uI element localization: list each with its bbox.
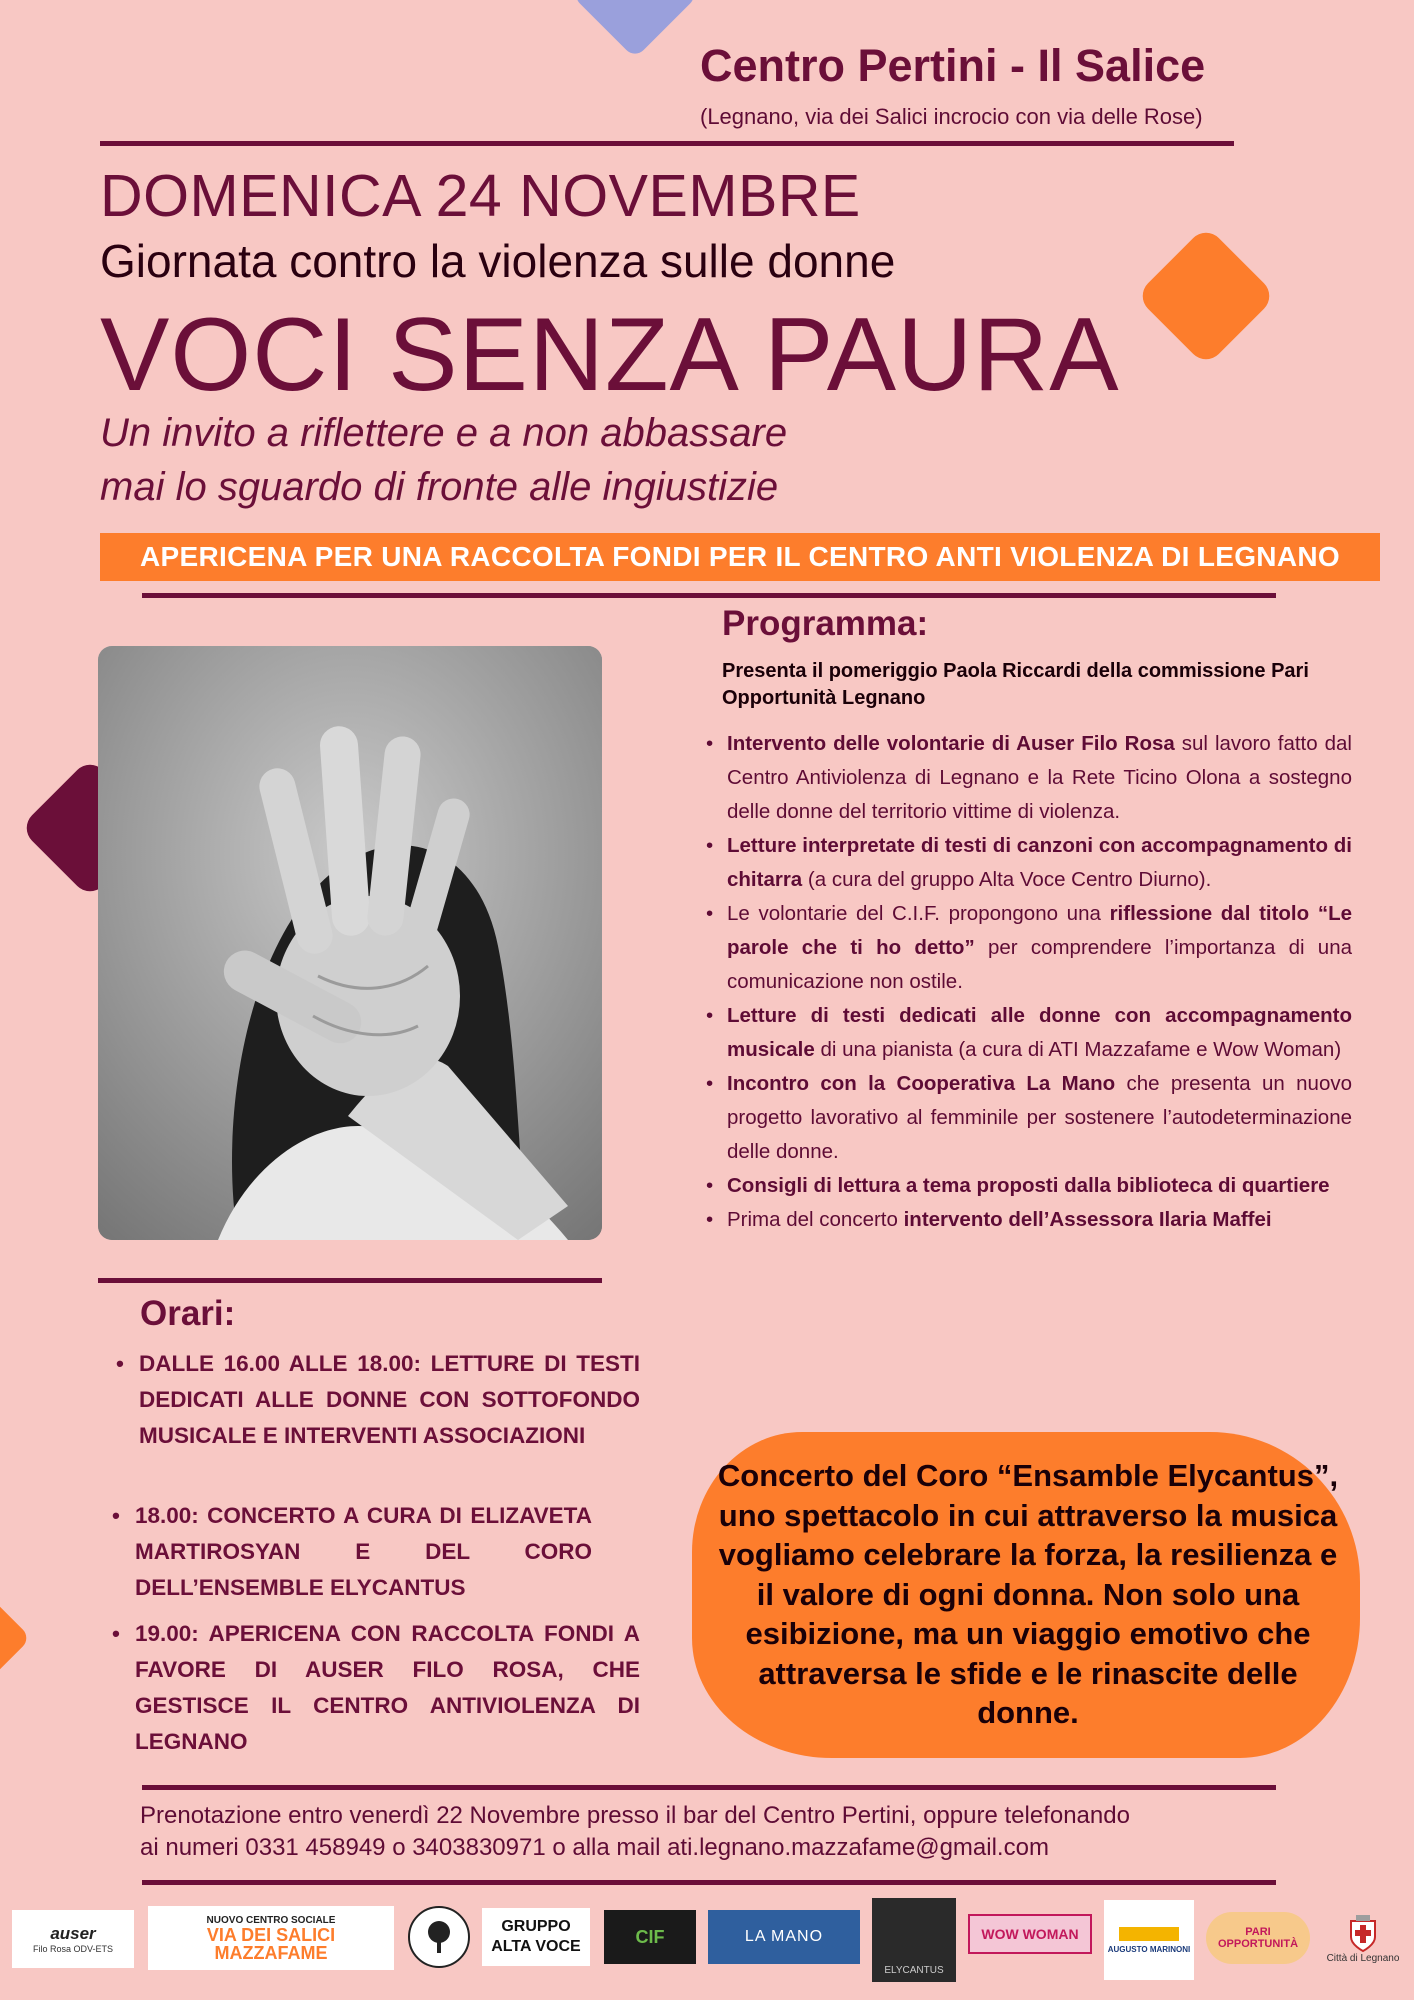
fundraising-banner: APERICENA PER UNA RACCOLTA FONDI PER IL CENTRO ANTI VIOLENZA DI LEGNANO — [100, 533, 1380, 581]
biblioteca-logo-text: AUGUSTO MARINONI — [1107, 1944, 1191, 1954]
tree-logo — [408, 1906, 470, 1968]
stop-hand-photo — [98, 646, 602, 1240]
tree-icon — [419, 1917, 459, 1957]
orari-item: • DALLE 16.00 ALLE 18.00: LETTURE DI TESTI DEDICATI ALLE DONNE CON SOTTOFONDO MUSICALE E INTERVENTI ASSOCIAZIONI — [112, 1346, 640, 1454]
programma-item-highlight: riflessione dal titolo “Le parole che ti ho detto” — [727, 902, 1352, 959]
programma-item-text: di una pianista (a cura di ATI Mazzafame e Wow Woman) — [814, 1038, 1342, 1061]
mazzafame-logo-bottom: MAZZAFAME — [214, 1942, 328, 1963]
orari-list — [112, 1346, 640, 1454]
citta-di-legnano-label: Città di Legnano — [1326, 1952, 1400, 1964]
programma-item-text: sul lavoro fatto dal Centro Antiviolenza di Legnano e la Rete Ticino Olona a sostegno delle donne del territorio vittime di violenza. — [727, 732, 1352, 823]
orari-list — [108, 1498, 592, 1606]
programma-list — [700, 727, 1352, 1237]
legnano-crest-icon — [1347, 1915, 1379, 1953]
alta-voce-logo-line1: GRUPPO — [501, 1918, 571, 1935]
la-mano-logo: LA MANO — [708, 1910, 860, 1964]
mazzafame-logo-top: NUOVO CENTRO SOCIALE — [206, 1914, 336, 1926]
biblioteca-logo-mark — [1119, 1927, 1179, 1941]
mazzafame-logo-mid: VIA DEI SALICI — [206, 1924, 336, 1945]
programma-item-highlight: Intervento delle volontarie di Auser Filo Rosa — [727, 732, 1175, 755]
orari-item: • 19.00: APERICENA CON RACCOLTA FONDI A FAVORE DI AUSER FILO ROSA, CHE GESTISCE IL CENTRO ANTIVIOLENZA DI LEGNANO — [108, 1616, 640, 1760]
wow-woman-logo: WOW WOMAN — [968, 1914, 1092, 1954]
programma-item — [700, 829, 1352, 897]
programma-item-text: per comprendere l’importanza di una comunicazione non ostile. — [727, 936, 1352, 993]
booking-info — [140, 1800, 1320, 1864]
programma-item-text: che presenta un nuovo progetto lavorativo al femminile per sostenere l’autodeterminazione delle donne. — [727, 1072, 1352, 1163]
programma-item — [700, 897, 1352, 999]
programma-item-highlight: intervento dell’Assessora Ilaria Maffei — [903, 1208, 1272, 1231]
programma-item-highlight: Consigli di lettura a tema proposti dalla biblioteca di quartiere — [727, 1174, 1330, 1197]
mazzafame-logo — [148, 1906, 394, 1970]
banner-divider — [142, 593, 1276, 598]
booking-line-2: ai numeri 0331 458949 o 3403830971 o alla mail ati.legnano.mazzafame@gmail.com — [140, 1834, 1049, 1861]
cif-logo: CIF — [604, 1910, 696, 1964]
alta-voce-logo-line2: ALTA VOCE — [491, 1938, 581, 1955]
pari-opportunita-logo: PARI OPPORTUNITÀ — [1206, 1912, 1310, 1964]
programma-item — [700, 1203, 1352, 1237]
concert-callout-text: Concerto del Coro “Ensamble Elycantus”, uno spettacolo in cui attraverso la musica vogliamo celebrare la forza, la resilienza e il valore di ogni donna. Non solo una esibizione, ma un viaggio emotivo che attraversa le sfide e le rinascite delle donne. — [717, 1458, 1339, 1730]
programma-title: Programma: — [722, 604, 929, 643]
orari-item: • 18.00: CONCERTO A CURA DI ELIZAVETA MARTIROSYAN E DEL CORO DELL’ENSEMBLE ELYCANTUS — [108, 1498, 592, 1606]
orari-divider — [98, 1278, 602, 1283]
elycantus-logo: ELYCANTUS — [872, 1898, 956, 1982]
programma-item — [700, 1169, 1352, 1203]
lavender-diamond-decoration — [571, 0, 698, 59]
auser-logo — [12, 1910, 134, 1968]
venue-address: (Legnano, via dei Salici incrocio con via delle Rose) — [700, 104, 1203, 129]
programma-item — [700, 1067, 1352, 1169]
event-title: VOCI SENZA PAURA — [100, 297, 1120, 413]
venue-title: Centro Pertini - Il Salice — [700, 40, 1206, 91]
event-date: DOMENICA 24 NOVEMBRE — [100, 163, 861, 229]
auser-logo-sub: Filo Rosa ODV-ETS — [32, 1944, 114, 1954]
booking-line-1: Prenotazione entro venerdì 22 Novembre presso il bar del Centro Pertini, oppure telefonando — [140, 1802, 1130, 1829]
footer-bottom-divider — [142, 1880, 1276, 1885]
biblioteca-logo — [1104, 1900, 1194, 1980]
orari-list — [108, 1616, 640, 1760]
programma-intro: Presenta il pomeriggio Paola Riccardi della commissione Pari Opportunità Legnano — [722, 660, 1309, 709]
programma-item-highlight: Letture interpretate di testi di canzoni con accompagnamento di chitarra — [727, 834, 1352, 891]
orange-diamond-decoration — [1135, 225, 1276, 366]
tagline-line-2: mai lo sguardo di fronte alle ingiustizie — [100, 465, 779, 509]
event-tagline — [100, 406, 1000, 514]
auser-logo-name: auser — [50, 1924, 96, 1943]
alta-voce-logo — [482, 1908, 590, 1966]
stop-hand-illustration — [98, 646, 602, 1240]
orange-edge-diamond-decoration — [0, 1593, 31, 1684]
programma-item-text: (a cura del gruppo Alta Voce Centro Diurno). — [802, 868, 1212, 891]
programma-item-highlight: Letture di testi dedicati alle donne con accompagnamento musicale — [727, 1004, 1352, 1061]
programma-item-prefix: Prima del concerto — [727, 1208, 904, 1231]
orari-title: Orari: — [140, 1294, 236, 1333]
programma-item — [700, 727, 1352, 829]
event-subtitle: Giornata contro la violenza sulle donne — [100, 235, 896, 287]
programma-item-prefix: Le volontarie del C.I.F. propongono una — [727, 902, 1110, 925]
programma-item-highlight: Incontro con la Cooperativa La Mano — [727, 1072, 1116, 1095]
programma-item — [700, 999, 1352, 1067]
citta-di-legnano-logo — [1318, 1902, 1408, 1976]
tagline-line-1: Un invito a riflettere e a non abbassare — [100, 411, 788, 455]
header-divider — [100, 141, 1234, 146]
footer-top-divider — [142, 1785, 1276, 1790]
